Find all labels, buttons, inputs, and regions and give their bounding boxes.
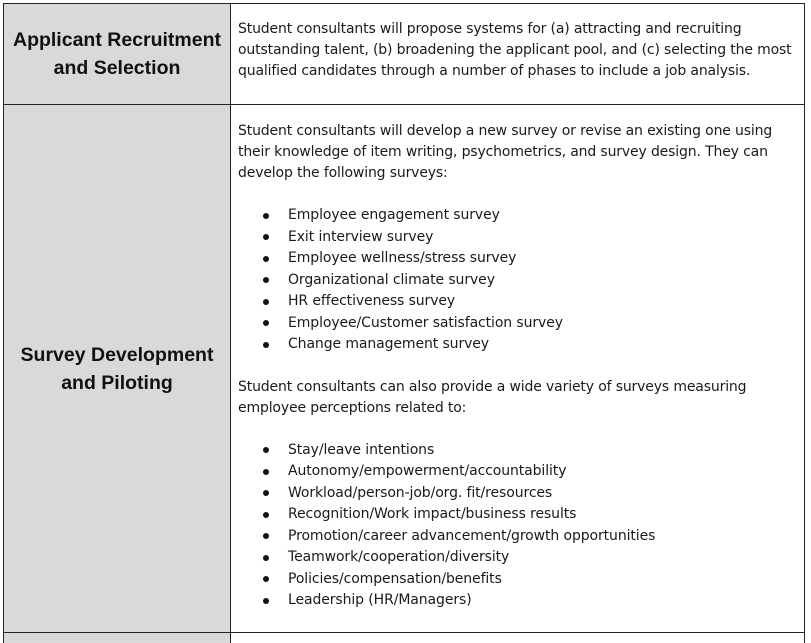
- list-item: Leadership (HR/Managers): [238, 590, 798, 612]
- list-item: Autonomy/empowerment/accountability: [238, 461, 798, 483]
- surveys-intro: Student consultants will develop a new survey or revise an existing one using their knowledge of item writing, psychometrics, and survey design. They can develop the following surveys:: [238, 121, 798, 184]
- row-label-survey-development: [4, 105, 231, 633]
- list-item: Stay/leave intentions: [238, 440, 798, 462]
- description-paragraph: Student consultants will propose systems for (a) attracting and recruiting outstanding talent, (b) broadening the applicant pool, and (c) selecting the most qualified candidates through a number of phases to include a job analysis.: [238, 19, 798, 82]
- bullet-icon: [263, 447, 269, 453]
- bullet-icon: [263, 342, 269, 348]
- list-item: Change management survey: [238, 334, 798, 356]
- bullet-icon: [263, 512, 269, 518]
- bullet-icon: [263, 490, 269, 496]
- list-item: Promotion/career advancement/growth opportunities: [238, 526, 798, 548]
- bullet-icon: [263, 299, 269, 305]
- perceptions-intro: Student consultants can also provide a wide variety of surveys measuring employee perceptions related to:: [238, 377, 798, 419]
- list-item: Employee engagement survey: [238, 205, 798, 227]
- row-label-applicant-recruitment: [4, 4, 231, 105]
- bullet-icon: [263, 533, 269, 539]
- list-item: Workload/person-job/org. fit/resources: [238, 483, 798, 505]
- list-item: Teamwork/cooperation/diversity: [238, 547, 798, 569]
- list-item: HR effectiveness survey: [238, 291, 798, 313]
- perceptions-list: [238, 440, 798, 612]
- bullet-icon: [263, 469, 269, 475]
- row-label-line: Survey Development: [4, 341, 230, 369]
- bullet-icon: [263, 555, 269, 561]
- row-label-line: Applicant Recruitment: [4, 26, 230, 54]
- list-item: Employee/Customer satisfaction survey: [238, 313, 798, 335]
- bullet-icon: [263, 234, 269, 240]
- list-item: Employee wellness/stress survey: [238, 248, 798, 270]
- row-description: [231, 4, 805, 105]
- bullet-icon: [263, 277, 269, 283]
- bullet-icon: [263, 576, 269, 582]
- bullet-icon: [263, 213, 269, 219]
- row-description: [231, 105, 805, 633]
- list-item: Recognition/Work impact/business results: [238, 504, 798, 526]
- bullet-icon: [263, 256, 269, 262]
- row-label-line: and Piloting: [4, 369, 230, 397]
- survey-types-list: [238, 205, 798, 356]
- services-table: [3, 3, 805, 643]
- list-item: Policies/compensation/benefits: [238, 569, 798, 591]
- bullet-icon: [263, 320, 269, 326]
- list-item: Organizational climate survey: [238, 270, 798, 292]
- list-item: Exit interview survey: [238, 227, 798, 249]
- bullet-icon: [263, 598, 269, 604]
- table-row: [4, 105, 805, 633]
- row-label-line: and Selection: [4, 54, 230, 82]
- table-row: [4, 4, 805, 105]
